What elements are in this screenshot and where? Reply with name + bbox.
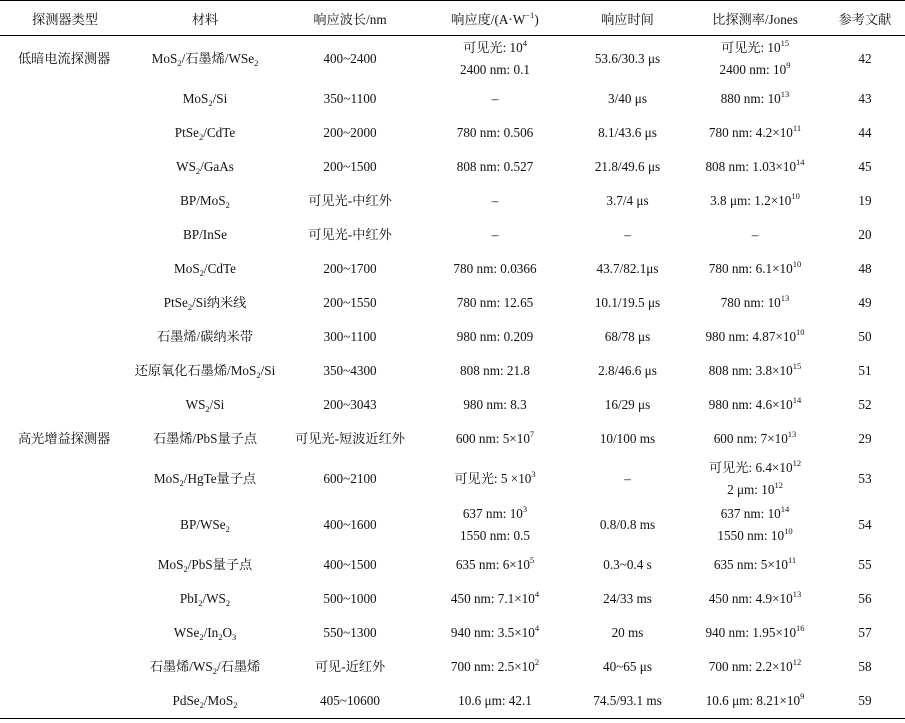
- wavelength-cell: 可见光-中红外: [308, 227, 392, 242]
- wavelength-cell: 200~3043: [323, 397, 377, 412]
- responsivity-cell: [420, 456, 570, 502]
- detectivity-cell: [685, 184, 825, 218]
- detector-type-cell: [0, 320, 130, 354]
- response-time-cell: 8.1/43.6 μs: [598, 125, 657, 140]
- material-cell: PtSe$_2$/Si纳米线: [163, 295, 247, 312]
- material-cell: $WS_2/Si$: [185, 397, 225, 414]
- responsivity-cell: [420, 650, 570, 684]
- detectivity-cell: [685, 218, 825, 252]
- detectivity-cell-line: 808 nm: $3.8\times 10^{15}$: [708, 361, 802, 378]
- material-cell: BP/WSe$_2$: [180, 517, 230, 534]
- wavelength-cell: 200~1700: [323, 261, 377, 276]
- detectivity-cell-line: 780 nm: $10^{13}$: [720, 293, 790, 310]
- detectivity-cell-line: –: [751, 227, 759, 242]
- wavelength-cell: 400~1500: [323, 557, 377, 572]
- reference-cell: 44: [858, 125, 872, 140]
- wavelength-cell: 200~1550: [323, 295, 377, 310]
- responsivity-cell: [420, 36, 570, 83]
- table-row: [0, 684, 905, 719]
- detectivity-cell-line: 可见光: $6.4\times 10^{12}$: [708, 458, 802, 475]
- detector-type-cell: [0, 218, 130, 252]
- responsivity-cell-line: –: [491, 227, 499, 242]
- responsivity-cell-line: 可见光: $5 \times 10^3$: [454, 469, 536, 486]
- detector-type-cell: [0, 286, 130, 320]
- detectivity-cell-line: 940 nm: $1.95\times 10^{16}$: [705, 623, 805, 640]
- header-type: 探测器类型: [0, 1, 130, 36]
- responsivity-cell-line: 1550 nm: 0.5: [460, 528, 530, 543]
- reference-cell: 58: [858, 659, 872, 674]
- material-cell: BP/InSe: [183, 227, 227, 242]
- detector-type-cell: 低暗电流探测器: [18, 51, 111, 66]
- detectivity-cell-line: 635 nm: $5\times 10^{11}$: [713, 555, 797, 572]
- table-row: [0, 218, 905, 252]
- responsivity-cell: [420, 388, 570, 422]
- responsivity-cell-line: 可见光: $10^4$: [463, 38, 527, 55]
- responsivity-cell-line: 980 nm: 0.209: [456, 329, 534, 344]
- responsivity-cell: [420, 218, 570, 252]
- detectivity-cell-line: 2 μm: $10^{12}$: [727, 480, 783, 497]
- responsivity-cell: [420, 502, 570, 548]
- header-material: 材料: [130, 1, 280, 36]
- detectivity-cell: [685, 252, 825, 286]
- table-row: [0, 422, 905, 456]
- reference-cell: 48: [858, 261, 872, 276]
- table-row: [0, 582, 905, 616]
- detectivity-cell-line: 980 nm: $4.6\times 10^{14}$: [708, 395, 802, 412]
- material-cell: BP/MoS$_2$: [180, 193, 230, 210]
- table-row: [0, 286, 905, 320]
- detectivity-cell: [685, 82, 825, 116]
- table-row: [0, 456, 905, 502]
- wavelength-cell: 405~10600: [280, 684, 420, 719]
- responsivity-cell-line: 780 nm: 0.506: [456, 125, 534, 140]
- detectivity-cell-line: 600 nm: $7\times 10^{13}$: [713, 429, 797, 446]
- response-time-cell: 10/100 ms: [599, 431, 656, 446]
- wavelength-cell: 600~2100: [323, 471, 377, 486]
- reference-cell: 19: [858, 193, 872, 208]
- response-time-cell: 21.8/49.6 μs: [594, 159, 661, 174]
- material-cell: $WSe_2/In_2O_3$: [173, 625, 237, 642]
- response-time-cell: 24/33 ms: [603, 591, 652, 606]
- material-cell: 石墨烯/PbS量子点: [152, 431, 258, 446]
- detectivity-cell: [685, 388, 825, 422]
- table-row: [0, 320, 905, 354]
- responsivity-cell-line: 450 nm: $7.1\times 10^4$: [450, 589, 540, 606]
- reference-cell: 54: [858, 517, 872, 532]
- detectivity-cell-line: 637 nm: $10^{14}$: [720, 504, 790, 521]
- responsivity-cell: [420, 150, 570, 184]
- detector-type-cell: [0, 252, 130, 286]
- wavelength-cell: 350~4300: [323, 363, 377, 378]
- table-row: [0, 82, 905, 116]
- responsivity-cell: [420, 684, 570, 719]
- responsivity-cell: [420, 422, 570, 456]
- table-row: [0, 616, 905, 650]
- responsivity-cell-line: 700 nm: $2.5\times 10^2$: [450, 657, 540, 674]
- wavelength-cell: 550~1300: [323, 625, 377, 640]
- detectivity-cell: [685, 456, 825, 502]
- response-time-cell: 3.7/4 μs: [606, 193, 649, 208]
- table-row: [0, 354, 905, 388]
- material-cell: MoS$_2$/PbS量子点: [157, 557, 253, 574]
- detector-type-cell: [0, 116, 130, 150]
- detectivity-cell: [685, 354, 825, 388]
- wavelength-cell: 350~1100: [323, 91, 377, 106]
- response-time-cell: 0.3~0.4 s: [603, 557, 652, 572]
- detector-type-cell: [0, 650, 130, 684]
- reference-cell: 20: [858, 227, 872, 242]
- material-cell: MoS$_2$/HgTe量子点: [153, 471, 257, 488]
- material-cell: 还原氧化石墨烯/MoS$_2$/Si: [134, 363, 276, 380]
- response-time-cell: 74.5/93.1 ms: [570, 684, 685, 719]
- detector-type-cell: [0, 502, 130, 548]
- responsivity-cell: [420, 616, 570, 650]
- responsivity-cell-line: –: [491, 91, 499, 106]
- reference-cell: 49: [858, 295, 872, 310]
- detectivity-cell-line: 1550 nm: $10^{10}$: [717, 526, 793, 543]
- response-time-cell: –: [624, 471, 631, 486]
- responsivity-cell-line: 10.6 μm: 42.1: [458, 693, 532, 708]
- reference-cell: 29: [858, 431, 872, 446]
- reference-cell: 59: [825, 684, 905, 719]
- wavelength-cell: 可见光-短波近红外: [295, 431, 405, 446]
- response-time-cell: 20 ms: [611, 625, 644, 640]
- table-row: [0, 548, 905, 582]
- wavelength-cell: 500~1000: [323, 591, 377, 606]
- wavelength-cell: 400~2400: [323, 51, 377, 66]
- responsivity-cell: [420, 116, 570, 150]
- header-responsivity: 响应度$/(A\cdot W^{-1})$: [420, 1, 570, 36]
- detector-type-cell: [0, 184, 130, 218]
- detectivity-cell: [685, 650, 825, 684]
- response-time-cell: 53.6/30.3 μs: [594, 51, 661, 66]
- detectivity-cell-line: 3.8 μm: $1.2\times 10^{10}$: [710, 191, 800, 208]
- detectivity-cell-line: 808 nm: $1.03\times 10^{14}$: [705, 157, 805, 174]
- header-response-time: 响应时间: [570, 1, 685, 36]
- reference-cell: 57: [858, 625, 872, 640]
- detectivity-cell: [685, 502, 825, 548]
- detectivity-cell-line: 可见光: $10^{15}$: [720, 38, 790, 55]
- detector-type-cell: [0, 150, 130, 184]
- detector-type-cell: [0, 684, 130, 719]
- detectivity-cell: [685, 150, 825, 184]
- responsivity-cell-line: 808 nm: 0.527: [456, 159, 534, 174]
- reference-cell: 51: [858, 363, 872, 378]
- responsivity-cell-line: 780 nm: 0.0366: [453, 261, 537, 276]
- responsivity-cell: [420, 252, 570, 286]
- responsivity-cell-line: 980 nm: 8.3: [463, 397, 527, 412]
- detector-type-cell: [0, 354, 130, 388]
- material-cell: MoS$_2$/石墨烯/WSe$_2$: [151, 51, 259, 68]
- detector-type-cell: [0, 388, 130, 422]
- responsivity-cell-line: 637 nm: $10^3$: [462, 504, 528, 521]
- table-row: [0, 150, 905, 184]
- reference-cell: 55: [858, 557, 872, 572]
- table-row: [0, 388, 905, 422]
- reference-cell: 43: [858, 91, 872, 106]
- responsivity-cell-line: 600 nm: $5\times 10^7$: [455, 429, 535, 446]
- detectivity-cell-line: 780 nm: $4.2\times 10^{11}$: [708, 123, 802, 140]
- material-cell: MoS$_2$/CdTe: [174, 261, 236, 278]
- responsivity-cell: [420, 184, 570, 218]
- detector-type-cell: [0, 582, 130, 616]
- reference-cell: 53: [858, 471, 872, 486]
- detectivity-cell: [685, 684, 825, 719]
- wavelength-cell: 300~1100: [323, 329, 377, 344]
- responsivity-cell-line: –: [491, 193, 499, 208]
- detectivity-cell: [685, 548, 825, 582]
- detectivity-cell-line: 700 nm: $2.2\times 10^{12}$: [708, 657, 802, 674]
- responsivity-cell: [420, 320, 570, 354]
- responsivity-cell-line: 780 nm: 12.65: [456, 295, 534, 310]
- wavelength-cell: 可见-近红外: [314, 659, 386, 674]
- table-row: [0, 184, 905, 218]
- responsivity-cell: [420, 548, 570, 582]
- detectivity-cell: [685, 616, 825, 650]
- wavelength-cell: 400~1600: [323, 517, 377, 532]
- detectivity-cell: [685, 320, 825, 354]
- detectivity-cell-line: 980 nm: $4.87\times 10^{10}$: [705, 327, 805, 344]
- responsivity-cell-line: 635 nm: $6\times 10^5$: [455, 555, 535, 572]
- detectivity-cell-line: 880 nm: $10^{13}$: [720, 89, 790, 106]
- header-reference: 参考文献: [825, 1, 905, 36]
- header-row: [0, 1, 905, 36]
- response-time-cell: 16/29 μs: [604, 397, 651, 412]
- table-row: [0, 36, 905, 83]
- reference-cell: 50: [858, 329, 872, 344]
- responsivity-cell-line: 808 nm: 21.8: [460, 363, 530, 378]
- responsivity-cell: [420, 354, 570, 388]
- response-time-cell: 10.1/19.5 μs: [594, 295, 661, 310]
- detector-type-cell: [0, 548, 130, 582]
- detectivity-cell: [685, 36, 825, 83]
- response-time-cell: 2.8/46.6 μs: [598, 363, 657, 378]
- detector-type-cell: [0, 616, 130, 650]
- reference-cell: 45: [858, 159, 872, 174]
- responsivity-cell-line: 940 nm: $3.5\times 10^4$: [450, 623, 540, 640]
- reference-cell: 56: [858, 591, 872, 606]
- response-time-cell: 3/40 μs: [608, 91, 647, 106]
- detectivity-cell: [685, 116, 825, 150]
- reference-cell: 52: [858, 397, 872, 412]
- wavelength-cell: 200~2000: [323, 125, 377, 140]
- detectivity-cell-line: 450 nm: $4.9\times 10^{13}$: [708, 589, 802, 606]
- detector-type-cell: [0, 82, 130, 116]
- detectivity-cell-line: 10.6 μm: $8.21\times 10^9$: [705, 691, 805, 708]
- table-row: [0, 650, 905, 684]
- wavelength-cell: 200~1500: [323, 159, 377, 174]
- table-row: [0, 116, 905, 150]
- detectivity-cell: [685, 286, 825, 320]
- detector-type-cell: [0, 456, 130, 502]
- detectivity-cell-line: 2400 nm: $10^9$: [719, 60, 791, 77]
- material-cell: MoS$_2$/Si: [182, 91, 228, 108]
- response-time-cell: 40~65 μs: [602, 659, 652, 674]
- detector-type-cell: 高光增益探测器: [18, 431, 111, 446]
- response-time-cell: 43.7/82.1μs: [596, 261, 659, 276]
- material-cell: 石墨烯$/WS_2/$石墨烯: [149, 659, 261, 676]
- responsivity-cell-line: 2400 nm: 0.1: [460, 62, 530, 77]
- material-cell: 石墨烯/碳纳米带: [157, 329, 253, 344]
- detectivity-cell-line: 780 nm: $6.1\times 10^{10}$: [708, 259, 802, 276]
- material-cell: PtSe$_2$/CdTe: [174, 125, 236, 142]
- responsivity-cell: [420, 286, 570, 320]
- response-time-cell: 0.8/0.8 ms: [599, 517, 656, 532]
- material-cell: $PbI_2/WS_2$: [179, 591, 231, 608]
- reference-cell: 42: [858, 51, 872, 66]
- material-cell: PdSe$_2$/MoS$_2$: [130, 684, 280, 719]
- wavelength-cell: 可见光-中红外: [308, 193, 392, 208]
- header-detectivity: 比探测率/Jones: [685, 1, 825, 36]
- detectivity-cell: [685, 422, 825, 456]
- responsivity-cell: [420, 582, 570, 616]
- response-time-cell: 68/78 μs: [604, 329, 651, 344]
- material-cell: $WS_2$/GaAs: [176, 159, 234, 176]
- response-time-cell: –: [624, 227, 631, 242]
- table-row: [0, 252, 905, 286]
- responsivity-cell: [420, 82, 570, 116]
- header-wavelength: 响应波长/nm: [280, 1, 420, 36]
- table-row: [0, 502, 905, 548]
- detectivity-cell: [685, 582, 825, 616]
